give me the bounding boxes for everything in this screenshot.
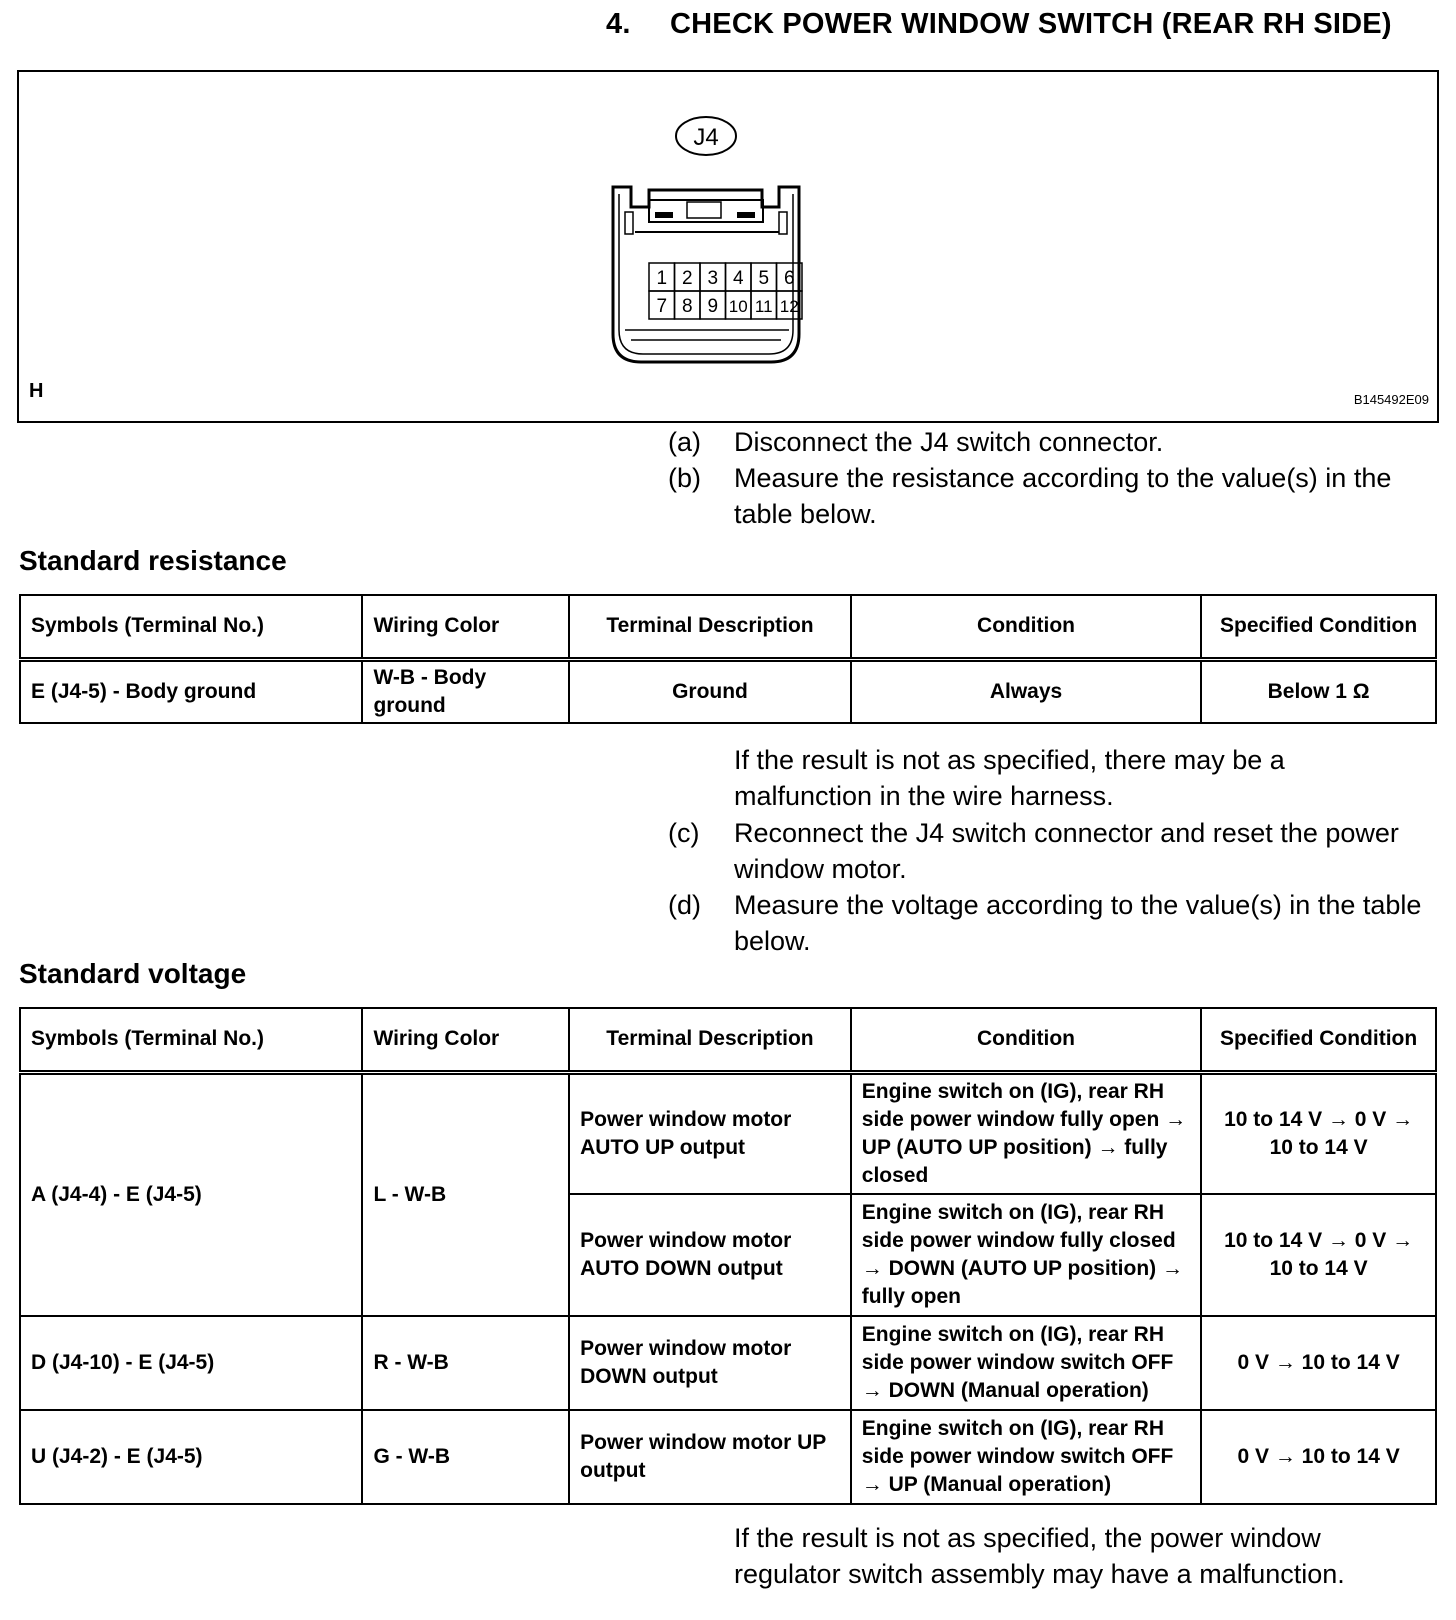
resistance-title: Standard resistance [19,545,287,576]
steps-group-2 [668,815,1434,959]
lock-slot-right [737,212,755,218]
voltage-title: Standard voltage [19,958,247,989]
pin-number: 5 [758,268,770,289]
pin-number: 9 [707,296,719,317]
cell-wiring-color: R - W-B [362,1316,569,1410]
pin-number: 12 [779,297,799,316]
step-text: Disconnect the J4 switch connector. [734,427,1164,457]
connector-label: J4 [693,124,719,151]
pin-number: 1 [656,268,668,289]
header-specified-condition: Specified Condition [1201,1008,1436,1072]
step-text: Reconnect the J4 switch connector and reset the power window motor. [734,818,1399,884]
table-row [20,1316,1436,1410]
cell-wiring-color: G - W-B [362,1410,569,1504]
resistance-table [19,594,1437,724]
cell-wiring-color: L - W-B [362,1072,569,1316]
step-label: (a) [668,427,701,457]
latch-right [779,212,787,234]
lock-key [687,202,721,218]
cell-condition: Engine switch on (IG), rear RH side power window switch OFF → DOWN (Manual operation) [851,1316,1201,1410]
heading-title: CHECK POWER WINDOW SWITCH (REAR RH SIDE) [670,8,1392,40]
cell-symbol: A (J4-4) - E (J4-5) [20,1072,362,1316]
table-row [20,1072,1436,1194]
procedure-heading [606,8,1392,41]
cell-condition: Engine switch on (IG), rear RH side power window fully open → UP (AUTO UP position) → fully closed [851,1072,1201,1194]
pin-number: 4 [732,268,744,289]
j4-connector-diagram [19,72,1437,421]
cell-specified-condition: 0 V → 10 to 14 V [1201,1410,1436,1504]
step-b [668,460,1434,532]
header-condition: Condition [851,595,1201,659]
cell-terminal-description: Power window motor AUTO UP output [569,1072,851,1194]
figure-code: B145492E09 [1353,392,1429,407]
header-symbols: Symbols (Terminal No.) [20,595,362,659]
header-terminal-description: Terminal Description [569,595,851,659]
cell-specified-condition: 10 to 14 V → 0 V → 10 to 14 V [1201,1194,1436,1316]
connector-figure [17,70,1439,423]
cell-condition: Engine switch on (IG), rear RH side power window fully closed → DOWN (AUTO UP position) → fully open [851,1194,1201,1316]
pin-number: 6 [783,268,795,289]
step-d [668,887,1434,959]
step-label: (c) [668,818,700,848]
cell-symbol: D (J4-10) - E (J4-5) [20,1316,362,1410]
note-resistance: If the result is not as specified, there may be a malfunction in the wire harness. [734,745,1285,811]
figure-corner-letter: H [29,380,44,402]
cell-terminal-description: Power window motor AUTO DOWN output [569,1194,851,1316]
pin-grid [649,263,802,319]
cell-symbol: E (J4-5) - Body ground [20,659,362,723]
pin-number: 7 [656,296,668,317]
cell-specified-condition: Below 1 Ω [1201,659,1436,723]
table-row [20,1410,1436,1504]
cell-terminal-description: Power window motor UP output [569,1410,851,1504]
note-voltage: If the result is not as specified, the power window regulator switch assembly may have a malfunction. [734,1523,1345,1589]
step-c [668,815,1418,887]
pin-number: 10 [728,297,748,316]
cell-specified-condition: 0 V → 10 to 14 V [1201,1316,1436,1410]
table-row [20,659,1436,723]
step-text: Measure the resistance according to the value(s) in the table below. [734,463,1392,529]
pin-number: 8 [681,296,693,317]
voltage-table [19,1007,1437,1505]
step-label: (d) [668,890,701,920]
header-symbols: Symbols (Terminal No.) [20,1008,362,1072]
lock-slot-left [655,212,673,218]
cell-wiring-color: W-B - Body ground [362,659,569,723]
cell-terminal-description: Ground [569,659,851,723]
step-a [668,424,1434,460]
header-specified-condition: Specified Condition [1201,595,1436,659]
cell-condition: Always [851,659,1201,723]
step-text: Measure the voltage according to the value(s) in the table below. [734,890,1422,956]
header-terminal-description: Terminal Description [569,1008,851,1072]
cell-terminal-description: Power window motor DOWN output [569,1316,851,1410]
pin-number: 3 [707,268,719,289]
pin-number: 11 [754,297,773,316]
header-wiring-color: Wiring Color [362,595,569,659]
pin-number: 2 [681,268,693,289]
header-condition: Condition [851,1008,1201,1072]
cell-condition: Engine switch on (IG), rear RH side power window switch OFF → UP (Manual operation) [851,1410,1201,1504]
step-label: (b) [668,463,701,493]
cell-specified-condition: 10 to 14 V → 0 V → 10 to 14 V [1201,1072,1436,1194]
steps-group-1 [668,424,1434,532]
latch-left [625,212,633,234]
heading-number: 4. [606,8,631,40]
header-wiring-color: Wiring Color [362,1008,569,1072]
cell-symbol: U (J4-2) - E (J4-5) [20,1410,362,1504]
